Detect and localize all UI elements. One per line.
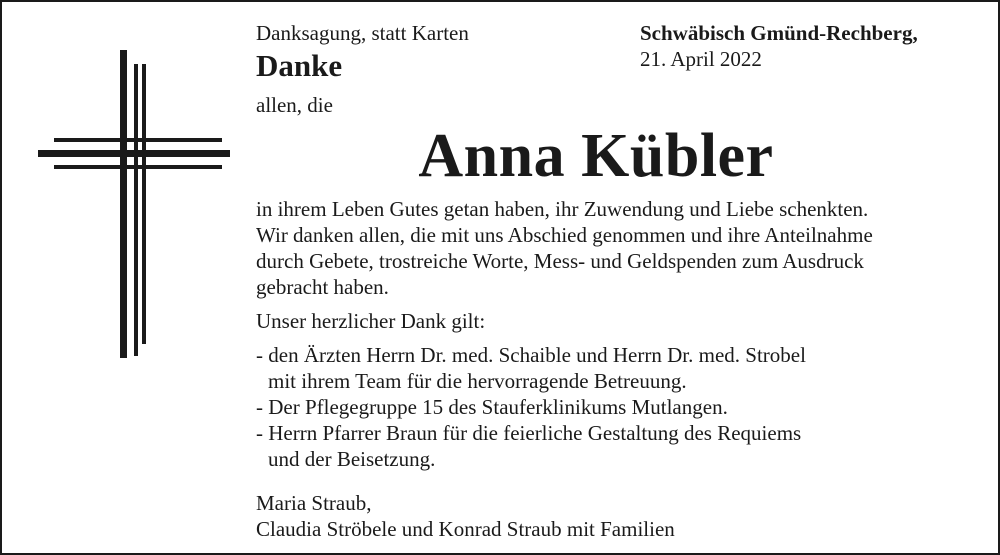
paragraph-line: Wir danken allen, die mit uns Abschied genommen und ihre Anteilnahme [256, 223, 873, 247]
deceased-name: Anna Kübler [418, 122, 774, 190]
place-text: Schwäbisch Gmünd-Rechberg, [640, 21, 918, 45]
signature-line: Maria Straub, [256, 491, 372, 515]
danke-heading: Danke [256, 48, 343, 83]
thanks-intro: Unser herzlicher Dank gilt: [256, 309, 486, 333]
list-line: - Herrn Pfarrer Braun für die feierliche Gestaltung des Requiems [256, 421, 802, 445]
list-line: - Der Pflegegruppe 15 des Stauferklinikums Mutlangen. [256, 395, 728, 419]
header-right [640, 20, 918, 72]
paragraph-line: gebracht haben. [256, 275, 389, 299]
intro-text: Danksagung, statt Karten [256, 21, 469, 45]
header-left [256, 20, 469, 84]
list-line: mit ihrem Team für die hervorragende Betreuung. [268, 369, 687, 393]
paragraph-line: durch Gebete, trostreiche Worte, Mess- und Geldspenden zum Ausdruck [256, 249, 864, 273]
list-line: und der Beisetzung. [268, 447, 436, 471]
date-text: 21. April 2022 [640, 47, 762, 71]
allen-text: allen, die [256, 93, 333, 117]
signature-line: Claudia Ströbele und Konrad Straub mit Familien [256, 517, 675, 541]
paragraph-line: in ihrem Leben Gutes getan haben, ihr Zuwendung und Liebe schenkten. [256, 197, 869, 221]
cross-icon [38, 50, 230, 358]
notice-body [256, 196, 986, 542]
list-line: - den Ärzten Herrn Dr. med. Schaible und Herrn Dr. med. Strobel [256, 343, 806, 367]
